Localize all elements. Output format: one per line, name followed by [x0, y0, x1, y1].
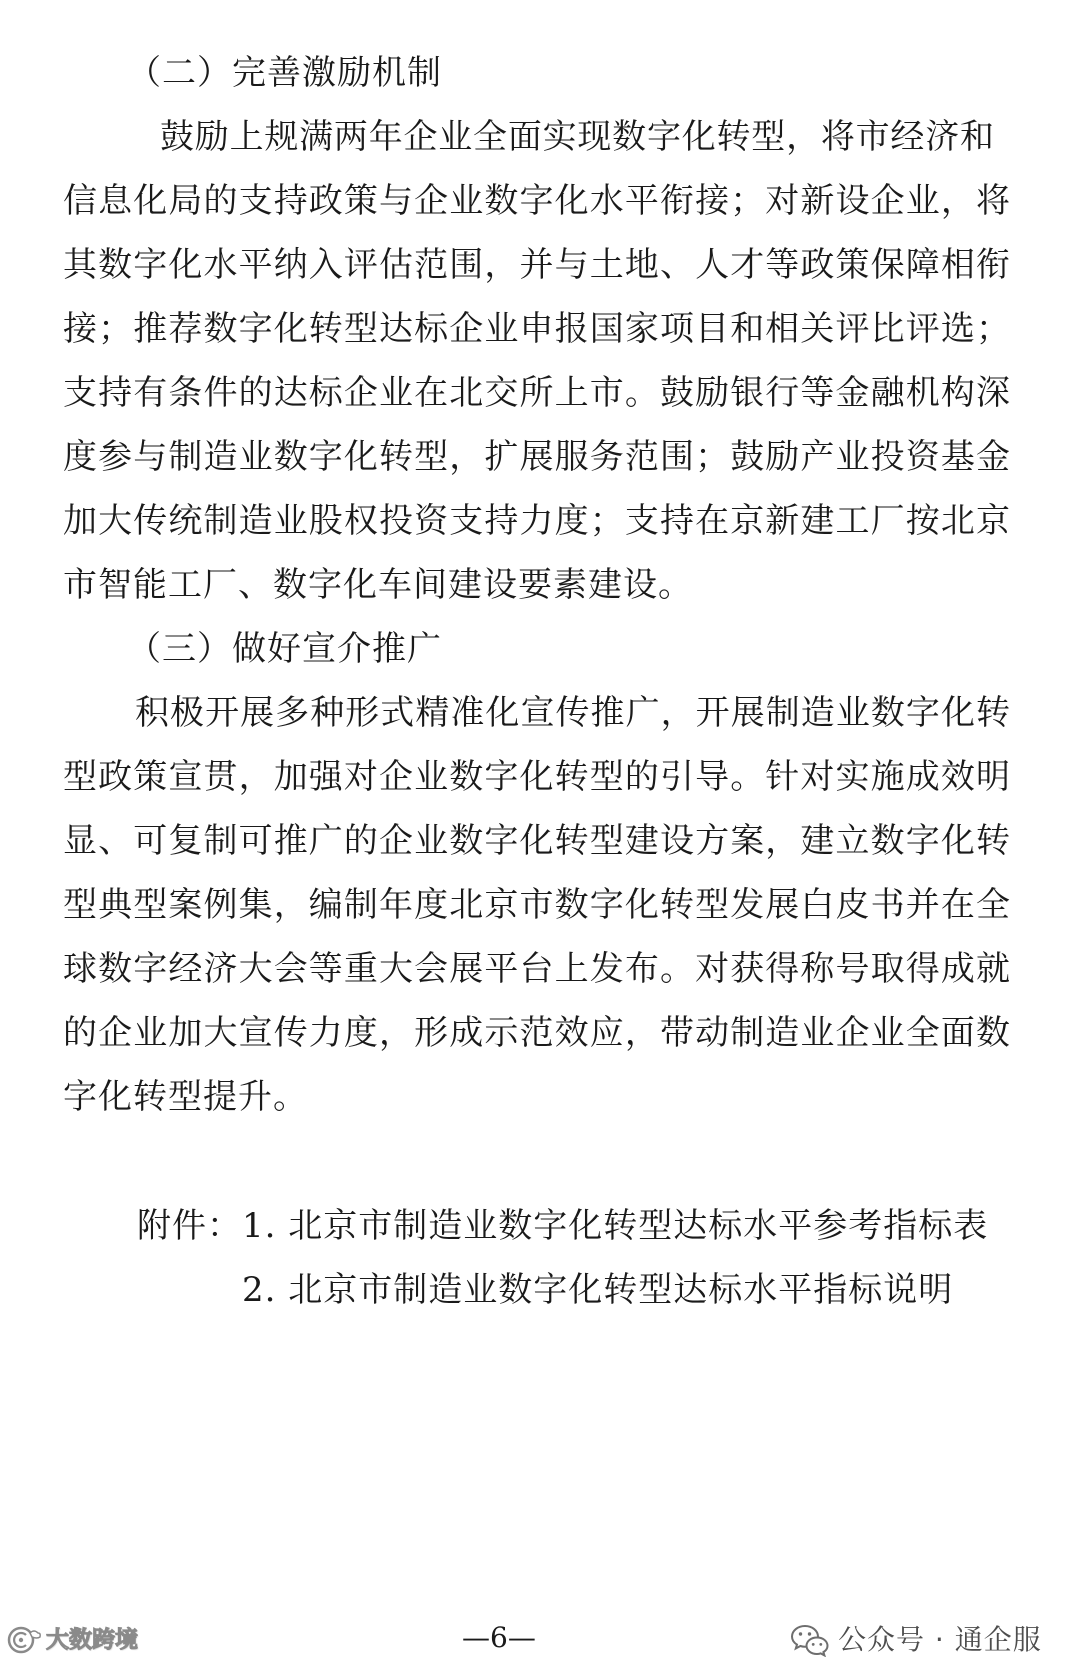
- logo-icon: [6, 1624, 42, 1656]
- section-heading: （三）做好宣介推广: [127, 629, 442, 669]
- attachment-item: 2. 北京市制造业数字化转型达标水平指标说明: [242, 1270, 954, 1310]
- paragraph-line: 接；推荐数字化转型达标企业申报国家项目和相关评比评选；: [63, 309, 1010, 349]
- paragraph-line: 型政策宣贯，加强对企业数字化转型的引导。针对实施成效明: [63, 757, 1010, 797]
- attachments: [63, 1194, 1010, 1322]
- paragraph-line: 支持有条件的达标企业在北交所上市。鼓励银行等金融机构深: [63, 373, 1010, 413]
- section-heading: （二）完善激励机制: [127, 53, 442, 93]
- wechat-icon: [790, 1623, 830, 1657]
- document-body: [63, 41, 1010, 1322]
- paragraph-line: 显、可复制可推广的企业数字化转型建设方案，建立数字化转: [63, 821, 1010, 861]
- paragraph-line: 型典型案例集，编制年度北京市数字化转型发展白皮书并在全: [63, 885, 1010, 925]
- watermark-right: [790, 1620, 1042, 1660]
- attachment-item: 1. 北京市制造业数字化转型达标水平参考指标表: [242, 1206, 989, 1246]
- paragraph-line: 度参与制造业数字化转型，扩展服务范围；鼓励产业投资基金: [63, 437, 1010, 477]
- paragraph-line: 字化转型提升。: [63, 1077, 308, 1117]
- paragraph-line: 积极开展多种形式精准化宣传推广，开展制造业数字化转: [135, 693, 1010, 733]
- paragraph-line: 信息化局的支持政策与企业数字化水平衔接；对新设企业，将: [63, 181, 1010, 221]
- watermark-left-text: 大数跨境: [46, 1627, 138, 1653]
- paragraph-line: 球数字经济大会等重大会展平台上发布。对获得称号取得成就: [63, 949, 1010, 989]
- page-number: —6—: [462, 1621, 536, 1654]
- paragraph-line: 市智能工厂、数字化车间建设要素建设。: [63, 565, 693, 605]
- paragraph-line: 的企业加大宣传力度，形成示范效应，带动制造业企业全面数: [63, 1013, 1010, 1053]
- paragraph: [63, 681, 1010, 1129]
- attachment-row: [63, 1194, 1010, 1258]
- attachment-row: [63, 1258, 1010, 1322]
- paragraph-line: 其数字化水平纳入评估范围，并与土地、人才等政策保障相衔: [63, 245, 1010, 285]
- paragraph-line: 加大传统制造业股权投资支持力度；支持在京新建工厂按北京: [63, 501, 1010, 541]
- paragraph-line: 鼓励上规满两年企业全面实现数字化转型，将市经济和: [160, 117, 994, 157]
- attachments-label: 附件：: [137, 1206, 242, 1246]
- paragraph: [63, 105, 1010, 617]
- watermark-left: [6, 1622, 138, 1658]
- watermark-right-text: 公众号 · 通企服: [838, 1623, 1042, 1656]
